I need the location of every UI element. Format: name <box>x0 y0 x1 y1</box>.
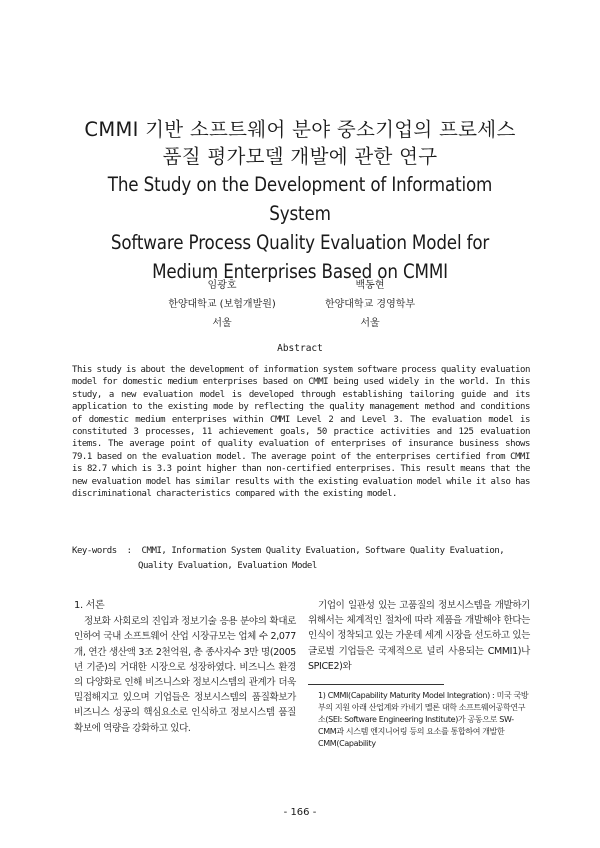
abstract-text: This study is about the development of information system software process quality evaluation model for domestic medium enterprises based on CMMI being used widely in the world. In this study, a new evaluation model is developed through establishing tailoring guide and its application to the existing mode by reflecting the quality management method and conditions of domestic medium enterprises within CMMI Level 2 and Level 3. The evaluation model is constituted 3 processes, 11 achievement goals, 50 practice activities and 125 evaluation items. The average point of quality evaluation of enterprises of insurance business shows 79.1 based on the evaluation model. The average point of the enterprises certified from CMMI is 82.7 which is 3.3 point higher than non-certified enterprises. This result means that the new evaluation model has similar results with the existing evaluation model while it also has discriminational characteristics compared with the existing model. <box>72 365 530 500</box>
keywords-line-2: Quality Evaluation, Evaluation Model <box>138 561 317 571</box>
author-name: 임광호 <box>207 280 237 291</box>
author-affiliation: 한양대학교 (보험개발원) <box>168 299 276 310</box>
author-name: 백동현 <box>355 280 385 291</box>
right-paragraph: 기업이 일관성 있는 고품질의 정보시스템을 개발하기 위해서는 체계적인 절차에 따라 제품을 개발해야 한다는 인식이 정착되고 있는 가운데 세계 시장을 선도하고 있는 글로벌 기업들은 국제적으로 널리 사용되는 CMMI1)나 SPICE2)와 <box>308 600 530 672</box>
korean-title-line-1: CMMI 기반 소프트웨어 분야 중소기업의 프로세스 <box>84 118 516 141</box>
author-location: 서울 <box>360 318 380 329</box>
footnote-text: 1) CMMI(Capability Maturity Model Integration) : 미국 국방부의 지원 아래 산업계와 카네기 멜론 대학 소프트웨어공학연구소(SEI: Software Engineering Institute)가 공동으로 SW-CMM과 시스템 엔지니어링 등의 요소를 통합하여 개발한 CMM(Capability <box>318 691 529 748</box>
section-heading: 1. 서론 <box>74 600 105 611</box>
english-title-line-1: The Study on the Development of Informatiom System <box>107 173 493 225</box>
abstract-heading: Abstract <box>277 343 323 354</box>
author-2 <box>270 276 470 333</box>
title-block <box>40 116 560 286</box>
author-location: 서울 <box>212 318 232 329</box>
english-title-line-3: Medium Enterprises Based on CMMI <box>152 260 448 283</box>
left-column <box>74 598 296 736</box>
page-number: - 166 - <box>283 807 317 818</box>
footnote-divider <box>308 684 444 685</box>
keywords-line-1: Key-words : CMMI, Information System Quality Evaluation, Software Quality Evaluation, <box>72 546 505 556</box>
footnote <box>308 690 530 750</box>
right-column <box>308 598 530 674</box>
author-affiliation: 한양대학교 경영학부 <box>324 299 416 310</box>
left-paragraph: 정보화 사회로의 진입과 정보기술 응용 분야의 확대로 인하여 국내 소프트웨어 산업 시장규모는 업체 수 2,077개, 연간 생산액 3조 2천억원, 총 종사자수 3만 명(2005년 기준)의 거대한 시장으로 성장하였다. 비즈니스 환경의 다양화로 인해 비즈니스와 정보시스템의 관계가 더욱 밀접해지고 있으며 기업들은 정보시스템의 품질확보가 비즈니스 성공의 핵심요소로 인식하고 정보시스템 품질 확보에 역량을 강화하고 있다. <box>74 616 296 734</box>
korean-title-line-2: 품질 평가모델 개발에 관한 연구 <box>162 145 438 168</box>
keywords <box>72 544 542 574</box>
english-title-line-2: Software Process Quality Evaluation Model for <box>110 231 490 254</box>
